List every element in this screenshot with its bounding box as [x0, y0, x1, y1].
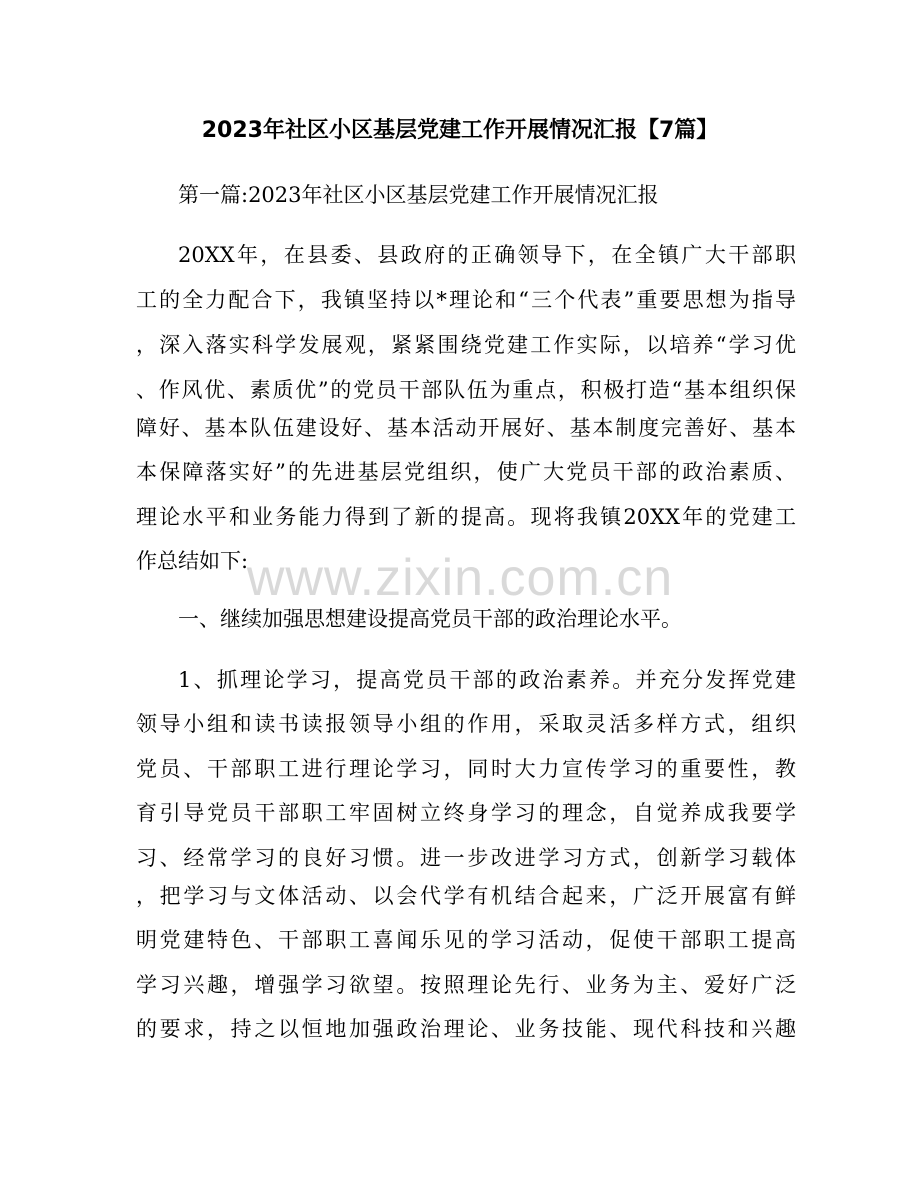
chapter-heading: 第一篇:2023年社区小区基层党建工作开展情况汇报 [178, 183, 659, 207]
paragraph-line: 明党建特色、干部职工喜闻乐见的学习活动，促使干部职工提高 [136, 928, 796, 952]
paragraph-line: 学习兴趣，增强学习欲望。按照理论先行、业务为主、爱好广泛 [136, 973, 796, 997]
paragraph-line: 本保障落实好”的先进基层党组织，使广大党员干部的政治素质、 [136, 460, 796, 484]
section-heading: 一、继续加强思想建设提高党员干部的政治理论水平。 [178, 607, 682, 631]
paragraph-line: 领导小组和读书读报领导小组的作用，采取灵活多样方式，组织 [136, 712, 796, 736]
paragraph-line: 育引导党员干部职工牢固树立终身学习的理念，自觉养成我要学 [136, 801, 796, 825]
paragraph-line: ，深入落实科学发展观，紧紧围绕党建工作实际，以培养“学习优 [136, 333, 796, 357]
paragraph-line: 工的全力配合下，我镇坚持以*理论和“三个代表”重要思想为指导 [136, 288, 796, 312]
paragraph-line: ，把学习与文体活动、以会代学有机结合起来，广泛开展富有鲜 [136, 884, 796, 908]
paragraph-line: 、作风优、素质优”的党员干部队伍为重点，积极打造“基本组织保 [136, 378, 796, 402]
paragraph-line: 20XX年，在县委、县政府的正确领导下，在全镇广大干部职 [178, 243, 796, 267]
paragraph-line: 作总结如下: [136, 549, 249, 573]
paragraph-line: 的要求，持之以恒地加强政治理论、业务技能、现代科技和兴趣 [136, 1017, 796, 1041]
paragraph-line: 理论水平和业务能力得到了新的提高。现将我镇20XX年的党建工 [136, 505, 796, 529]
paragraph-line: 障好、基本队伍建设好、基本活动开展好、基本制度完善好、基本 [136, 416, 796, 440]
watermark: www.zixin.com.cn [246, 549, 674, 607]
paragraph-line: 习、经常学习的良好习惯。进一步改进学习方式，创新学习载体 [136, 846, 796, 870]
paragraph-line: 1、抓理论学习，提高党员干部的政治素养。并充分发挥党建 [178, 668, 796, 692]
paragraph-line: 党员、干部职工进行理论学习，同时大力宣传学习的重要性，教 [136, 757, 796, 781]
document-title: 2023年社区小区基层党建工作开展情况汇报【7篇】 [201, 118, 719, 143]
